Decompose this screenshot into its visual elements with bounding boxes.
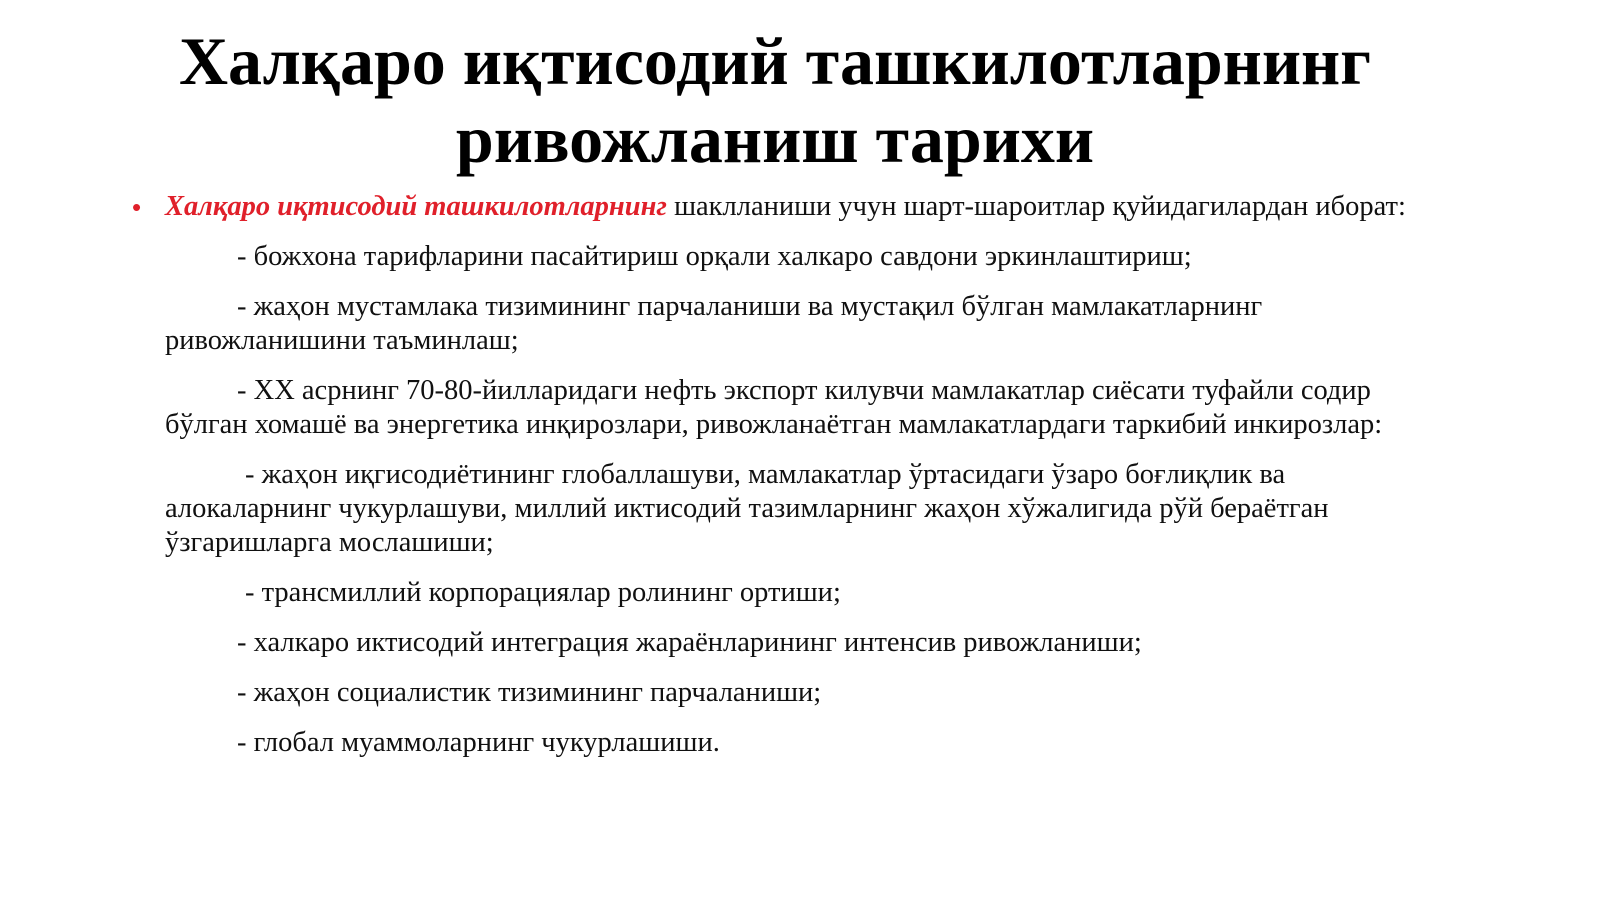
list-item-3: - XX асрнинг 70-80-йилларидаги нефть экспорт килувчи мамлакатлар сиёсати туфайли содир бўлган хомашё ва энергетика инқирозлари, ривожланаётган мамлакатлардаги таркибий инкирозлар:	[165, 375, 1383, 440]
list-item-5: - трансмиллий корпорациялар ролининг ортиши;	[245, 577, 841, 608]
list-item-7: - жаҳон социалистик тизимининг парчаланиши;	[237, 677, 822, 708]
intro-text: шаклланиши учун шарт-шароитлар қуйидагилардан иборат:	[666, 191, 1406, 222]
slide-body	[132, 190, 1435, 776]
list-item-6: - халкаро иктисодий интеграция жараёнларининг интенсив ривожланиши;	[237, 627, 1142, 658]
list-item-8: - глобал муаммоларнинг чукурлашиши.	[237, 727, 720, 758]
list-item-2: - жаҳон мустамлака тизимининг парчаланиши ва мустақил бўлган мамлакатларнинг ривожланишини таъминлаш;	[165, 291, 1263, 356]
title-line-1: Халқаро иқтисодий ташкилотларнинг	[178, 23, 1372, 99]
intro-paragraph	[132, 190, 1435, 224]
slide-title	[100, 22, 1450, 178]
title-line-2: ривожланиш тарихи	[455, 101, 1095, 177]
list-item-4: - жаҳон иқгисодиётининг глобаллашуви, мамлакатлар ўртасидаги ўзаро боғлиқлик ва алокаларнинг чукурлашуви, миллий иктисодий тазимларнинг жаҳон хўжалигида рўй бераётган ўзгаришларга мослашиши;	[165, 459, 1329, 558]
list-item-1: - божхона тарифларини пасайтириш орқали халкаро савдони эркинлаштириш;	[237, 241, 1192, 272]
intro-highlight: Халқаро иқтисодий ташкилотларнинг	[165, 191, 667, 222]
bullet-icon: •	[132, 192, 142, 222]
